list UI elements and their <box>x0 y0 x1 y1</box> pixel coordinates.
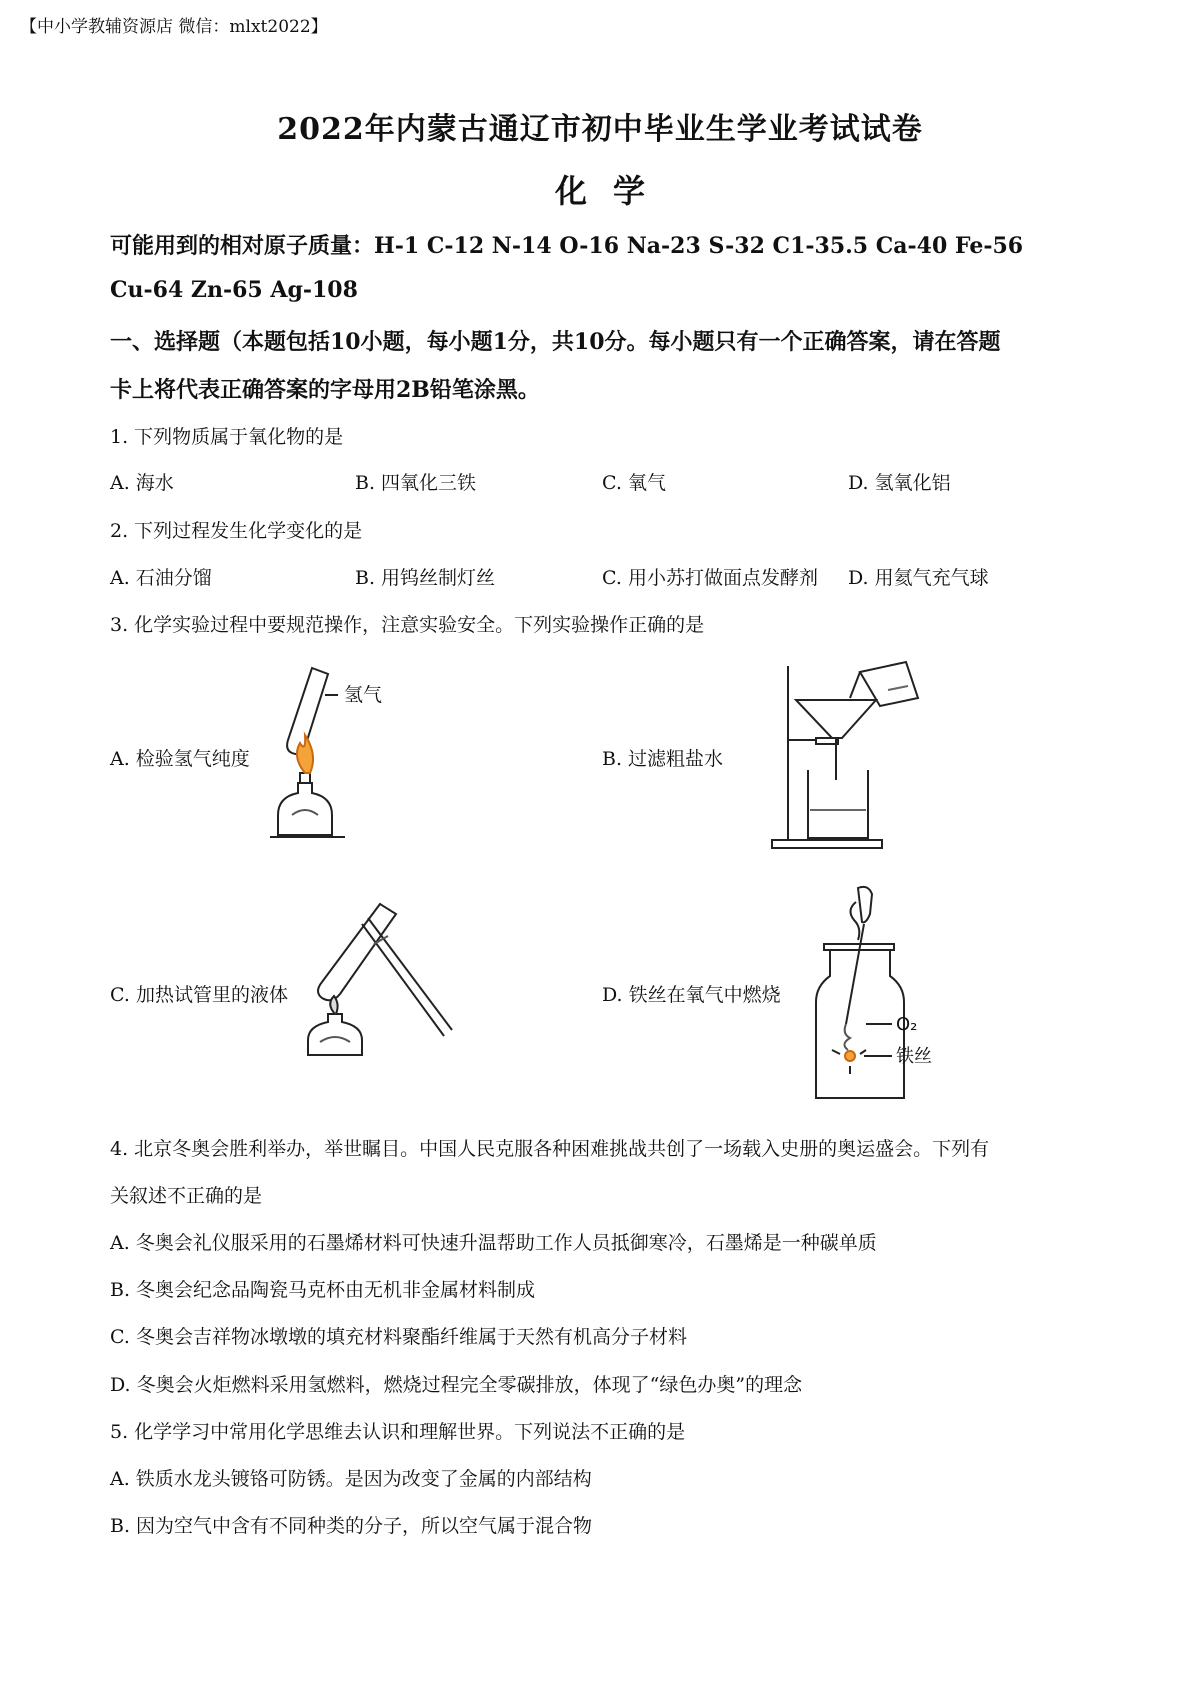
q1-option-d: D. 氢氧化铝 <box>848 472 951 494</box>
q2-option-c: C. 用小苏打做面点发酵剂 <box>602 567 818 589</box>
q4-option-b: B. 冬奥会纪念品陶瓷马克杯由无机非金属材料制成 <box>110 1279 536 1301</box>
section-instructions-line-2: 卡上将代表正确答案的字母用2B铅笔涂黑。 <box>110 377 540 403</box>
atomic-masses-line-2: Cu-64 Zn-65 Ag-108 <box>110 277 358 303</box>
figure-a-label: 氢气 <box>344 684 383 706</box>
q2-stem: 2. 下列过程发生化学变化的是 <box>110 520 363 542</box>
q2-option-a: A. 石油分馏 <box>110 567 212 589</box>
q4-option-a: A. 冬奥会礼仪服采用的石墨烯材料可快速升温帮助工作人员抵御寒冷，石墨烯是一种碳单质 <box>110 1232 877 1254</box>
q2-option-d: D. 用氦气充气球 <box>848 567 989 589</box>
figure-hydrogen-purity-test <box>270 665 410 840</box>
figure-d-label-wire: 铁丝 <box>896 1046 932 1067</box>
q3-option-d: D. 铁丝在氧气中燃烧 <box>602 984 781 1006</box>
q5-option-b: B. 因为空气中含有不同种类的分子，所以空气属于混合物 <box>110 1515 593 1537</box>
q4-stem-line-2: 关叙述不正确的是 <box>110 1185 263 1207</box>
subject-heading: 化学 <box>554 172 671 210</box>
figure-filtration <box>768 660 948 850</box>
section-instructions-line-1: 一、选择题（本题包括10小题，每小题1分，共10分。每小题只有一个正确答案，请在答题 <box>110 329 1001 355</box>
figure-iron-wire-combustion <box>806 884 976 1104</box>
q1-stem: 1. 下列物质属于氧化物的是 <box>110 426 344 448</box>
q4-option-c: C. 冬奥会吉祥物冰墩墩的填充材料聚酯纤维属于天然有机高分子材料 <box>110 1326 687 1348</box>
q2-option-b: B. 用钨丝制灯丝 <box>355 567 496 589</box>
q3-option-c: C. 加热试管里的液体 <box>110 984 288 1006</box>
figure-heating-test-tube <box>300 900 460 1060</box>
q4-option-d: D. 冬奥会火炬燃料采用氢燃料，燃烧过程完全零碳排放，体现了“绿色办奥”的理念 <box>110 1374 803 1396</box>
q3-option-a: A. 检验氢气纯度 <box>110 748 250 770</box>
q5-option-a: A. 铁质水龙头镀铬可防锈。是因为改变了金属的内部结构 <box>110 1468 592 1490</box>
q5-stem: 5. 化学学习中常用化学思维去认识和理解世界。下列说法不正确的是 <box>110 1421 686 1443</box>
atomic-masses-line-1: 可能用到的相对原子质量：H-1 C-12 N-14 O-16 Na-23 S-32 C1-35.5 Ca-40 Fe-56 <box>110 233 1024 259</box>
q3-option-b: B. 过滤粗盐水 <box>602 748 724 770</box>
header-note: 【中小学教辅资源店 微信：mlxt2022】 <box>20 17 328 37</box>
figure-d-label-o2: O₂ <box>896 1014 918 1035</box>
q1-option-a: A. 海水 <box>110 472 174 494</box>
page-title: 2022年内蒙古通辽市初中毕业生学业考试试卷 <box>277 112 923 147</box>
q1-option-c: C. 氧气 <box>602 472 666 494</box>
q1-option-b: B. 四氧化三铁 <box>355 472 477 494</box>
q3-stem: 3. 化学实验过程中要规范操作，注意实验安全。下列实验操作正确的是 <box>110 614 705 636</box>
q4-stem-line-1: 4. 北京冬奥会胜利举办，举世瞩目。中国人民克服各种困难挑战共创了一场载入史册的奥运盛会。下列有 <box>110 1138 990 1160</box>
